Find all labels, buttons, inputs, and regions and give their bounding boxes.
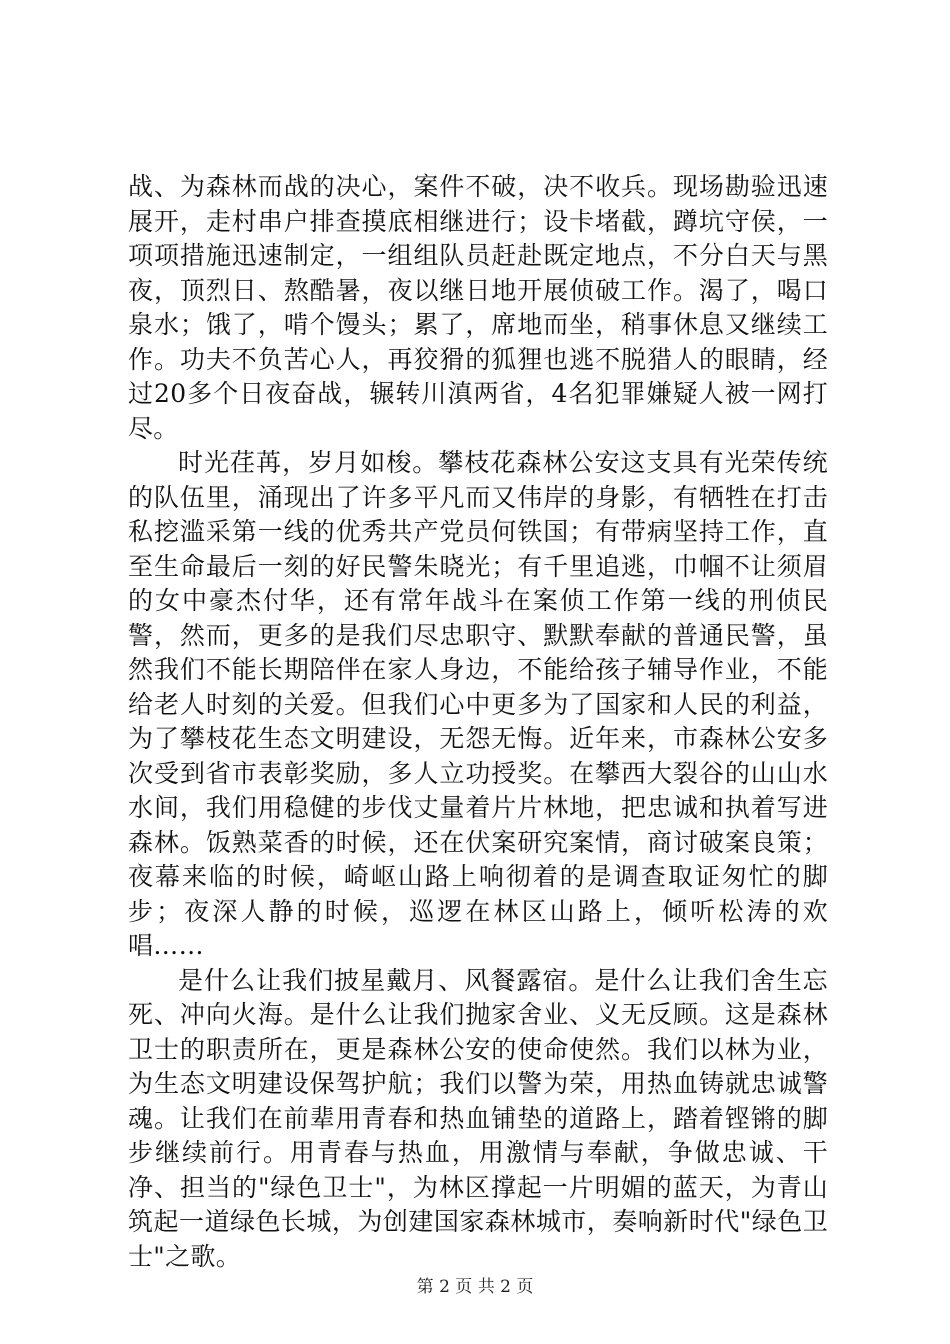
document-body [128,170,828,1274]
paragraph-3: 是什么让我们披星戴月、风餐露宿。是什么让我们舍生忘死、冲向火海。是什么让我们抛家舍业、义无反顾。这是森林卫士的职责所在，更是森林公安的使命使然。我们以林为业，为生态文明建设保驾护航；我们以警为荣，用热血铸就忠诚警魂。让我们在前辈用青春和热血铺垫的道路上，踏着铿锵的脚步继续前行。用青春与热血，用激情与奉献，争做忠诚、干净、担当的"绿色卫士"，为林区撑起一片明媚的蓝天，为青山筑起一道绿色长城，为创建国家森林城市，奏响新时代"绿色卫士"之歌。 [128,965,828,1271]
paragraph-2: 时光荏苒，岁月如梭。攀枝花森林公安这支具有光荣传统的队伍里，涌现出了许多平凡而又伟岸的身影，有牺牲在打击私挖滥采第一线的优秀共产党员何铁国；有带病坚持工作，直至生命最后一刻的好民警朱晓光；有千里追逃，巾帼不让须眉的女中豪杰付华，还有常年战斗在案侦工作第一线的刑侦民警，然而，更多的是我们尽忠职守、默默奉献的普通民警，虽然我们不能长期陪伴在家人身边，不能给孩子辅导作业，不能给老人时刻的关爱。但我们心中更多为了国家和人民的利益，为了攀枝花生态文明建设，无怨无悔。近年来，市森林公安多次受到省市表彰奖励，多人立功授奖。在攀西大裂谷的山山水水间，我们用稳健的步伐丈量着片片林地，把忠诚和执着写进森林。饭熟菜香的时候，还在伏案研究案情，商讨破案良策；夜幕来临的时候，崎岖山路上响彻着的是调查取证匆忙的脚步；夜深人静的时候，巡逻在林区山路上，倾听松涛的欢唱…… [128,448,828,960]
paragraph-1: 战、为森林而战的决心，案件不破，决不收兵。现场勘验迅速展开，走村串户排查摸底相继进行；设卡堵截，蹲坑守侯，一项项措施迅速制定，一组组队员赶赴既定地点，不分白天与黑夜，顶烈日、熬酷暑，夜以继日地开展侦破工作。渴了，喝口泉水；饿了，啃个馒头；累了，席地而坐，稍事休息又继续工作。功夫不负苦心人，再狡猾的狐狸也逃不脱猎人的眼睛，经过20多个日夜奋战，辗转川滇两省，4名犯罪嫌疑人被一网打尽。 [128,172,828,443]
page-footer: 第 2 页 共 2 页 [416,1277,534,1297]
